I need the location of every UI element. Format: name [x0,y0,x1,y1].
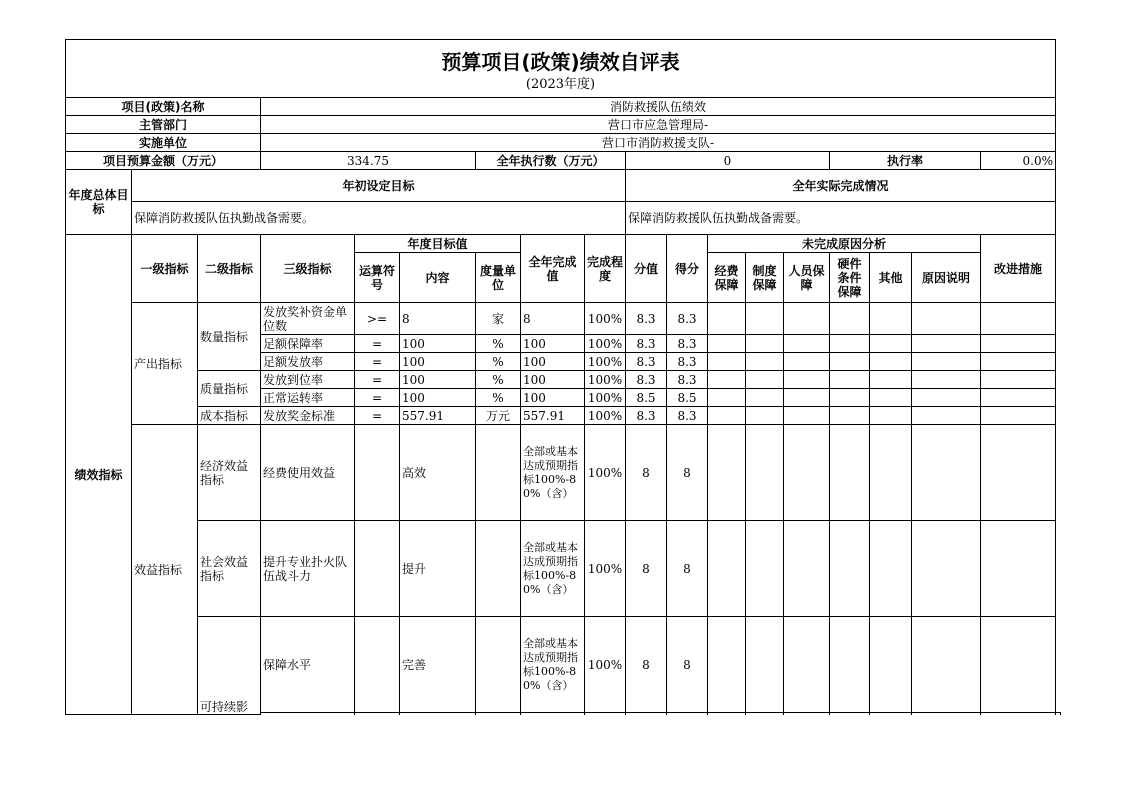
level1-indicator-header: 一级指标 [132,235,198,303]
report-year: (2023年度) [66,74,1056,98]
project-name-label: 项目(政策)名称 [66,98,261,116]
table-row-actual: 100 [521,389,585,407]
table-row-name: 发放到位率 [261,371,355,389]
table-row-got: 8.3 [667,371,708,389]
table-row-unit: % [476,353,521,371]
performance-indicators-label: 绩效指标 [66,235,132,715]
table-row-got: 8.3 [667,407,708,425]
table-row-score: 8 [626,617,667,713]
table-row-op: = [355,407,400,425]
completion-degree-header: 完成程度 [585,235,626,303]
execution-rate-label: 执行率 [830,152,981,170]
table-row-actual: 100 [521,371,585,389]
table-row-actual: 100 [521,353,585,371]
level2-indicator-header: 二级指标 [198,235,261,303]
score-weight-header: 分值 [626,235,667,303]
table-row-got: 8.3 [667,303,708,335]
level3-indicator-header: 三级指标 [261,235,355,303]
score-obtained-header: 得分 [667,235,708,303]
sustainable-impact-label: 可持续影 [198,617,261,715]
table-row-name: 足额发放率 [261,353,355,371]
table-row-content: 100 [400,371,476,389]
table-row-degree: 100% [585,425,626,521]
table-row-got: 8 [667,617,708,713]
annual-execution-label: 全年执行数（万元） [476,152,626,170]
table-row-unit: % [476,389,521,407]
annual-execution-value: 0 [626,152,830,170]
table-row-content: 100 [400,353,476,371]
table-row-got: 8 [667,521,708,617]
table-row-name: 足额保障率 [261,335,355,353]
table-row-name: 发放奖补资金单位数 [261,303,355,335]
table-row-op: >= [355,303,400,335]
table-row-content: 100 [400,389,476,407]
table-row-score: 8.3 [626,407,667,425]
table-row-degree: 100% [585,407,626,425]
page-title: 预算项目(政策)绩效自评表 [66,40,1056,74]
table-row-content: 557.91 [400,407,476,425]
table-row-content: 8 [400,303,476,335]
measure-unit-header: 度量单位 [476,253,521,303]
budget-amount-value: 334.75 [261,152,476,170]
annual-goals-label: 年度总体目标 [66,170,132,235]
budget-amount-label: 项目预算金额（万元） [66,152,261,170]
table-row-name: 经费使用效益 [261,425,355,521]
performance-table-sheet [65,39,1061,715]
department-label: 主管部门 [66,116,261,134]
table-row-degree: 100% [585,303,626,335]
table-row-score: 8 [626,521,667,617]
table-row-unit: 家 [476,303,521,335]
implementing-unit-label: 实施单位 [66,134,261,152]
table-row-score: 8.3 [626,303,667,335]
table-row-degree: 100% [585,335,626,353]
table-row-degree: 100% [585,371,626,389]
table-row-got: 8.3 [667,353,708,371]
project-name-value: 消防救援队伍绩效 [261,98,1056,116]
table-row-score: 8.3 [626,371,667,389]
output-indicator-label: 产出指标 [132,303,198,425]
table-row-score: 8.3 [626,335,667,353]
table-row-content: 完善 [400,617,476,713]
table-row-name: 提升专业扑火队伍战斗力 [261,521,355,617]
quality-indicator-label: 质量指标 [198,371,261,407]
initial-goals-text: 保障消防救援队伍执勤战备需要。 [132,202,626,235]
table-row-name: 发放奖金标准 [261,407,355,425]
social-benefit-label: 社会效益指标 [198,521,261,617]
table-row-degree: 100% [585,521,626,617]
reason-other-header: 其他 [870,253,912,303]
performance-table [65,39,1061,715]
actual-completion-header: 全年实际完成情况 [626,170,1056,202]
table-row-actual: 100 [521,335,585,353]
table-row-content: 提升 [400,521,476,617]
table-row-name: 保障水平 [261,617,355,713]
benefit-indicator-label: 效益指标 [132,425,198,715]
table-row-unit: % [476,335,521,353]
reason-staff-header: 人员保障 [784,253,830,303]
target-content-header: 内容 [400,253,476,303]
table-row-score: 8.5 [626,389,667,407]
table-row-degree: 100% [585,389,626,407]
table-row-actual: 全部或基本达成预期指标100%-80%（含） [521,617,585,713]
table-row-score: 8.3 [626,353,667,371]
table-row-actual: 全部或基本达成预期指标100%-80%（含） [521,521,585,617]
table-row-op: = [355,353,400,371]
table-row-unit: % [476,371,521,389]
annual-actual-header: 全年完成值 [521,235,585,303]
reason-system-header: 制度保障 [746,253,784,303]
table-row-op: = [355,335,400,353]
annual-target-header: 年度目标值 [355,235,521,253]
table-row-got: 8 [667,425,708,521]
table-row-op: = [355,371,400,389]
economic-benefit-label: 经济效益指标 [198,425,261,521]
table-row-degree: 100% [585,353,626,371]
quantity-indicator-label: 数量指标 [198,303,261,371]
table-row-actual: 全部或基本达成预期指标100%-80%（含） [521,425,585,521]
reason-hardware-header: 硬件条件保障 [830,253,870,303]
table-row-content: 高效 [400,425,476,521]
table-row-name: 正常运转率 [261,389,355,407]
actual-completion-text: 保障消防救援队伍执勤战备需要。 [626,202,1056,235]
improvement-header: 改进措施 [981,235,1056,303]
table-row-content: 100 [400,335,476,353]
reason-funding-header: 经费保障 [708,253,746,303]
initial-goals-header: 年初设定目标 [132,170,626,202]
table-row-actual: 557.91 [521,407,585,425]
reason-explanation-header: 原因说明 [912,253,981,303]
table-row-score: 8 [626,425,667,521]
cost-indicator-label: 成本指标 [198,407,261,425]
department-value: 营口市应急管理局- [261,116,1056,134]
table-row-got: 8.5 [667,389,708,407]
table-row-unit: 万元 [476,407,521,425]
table-row-degree: 100% [585,617,626,713]
incomplete-reason-header: 未完成原因分析 [708,235,981,253]
table-row-op: = [355,389,400,407]
table-row-actual: 8 [521,303,585,335]
implementing-unit-value: 营口市消防救援支队- [261,134,1056,152]
table-row-got: 8.3 [667,335,708,353]
operator-header: 运算符号 [355,253,400,303]
execution-rate-value: 0.0% [981,152,1056,170]
